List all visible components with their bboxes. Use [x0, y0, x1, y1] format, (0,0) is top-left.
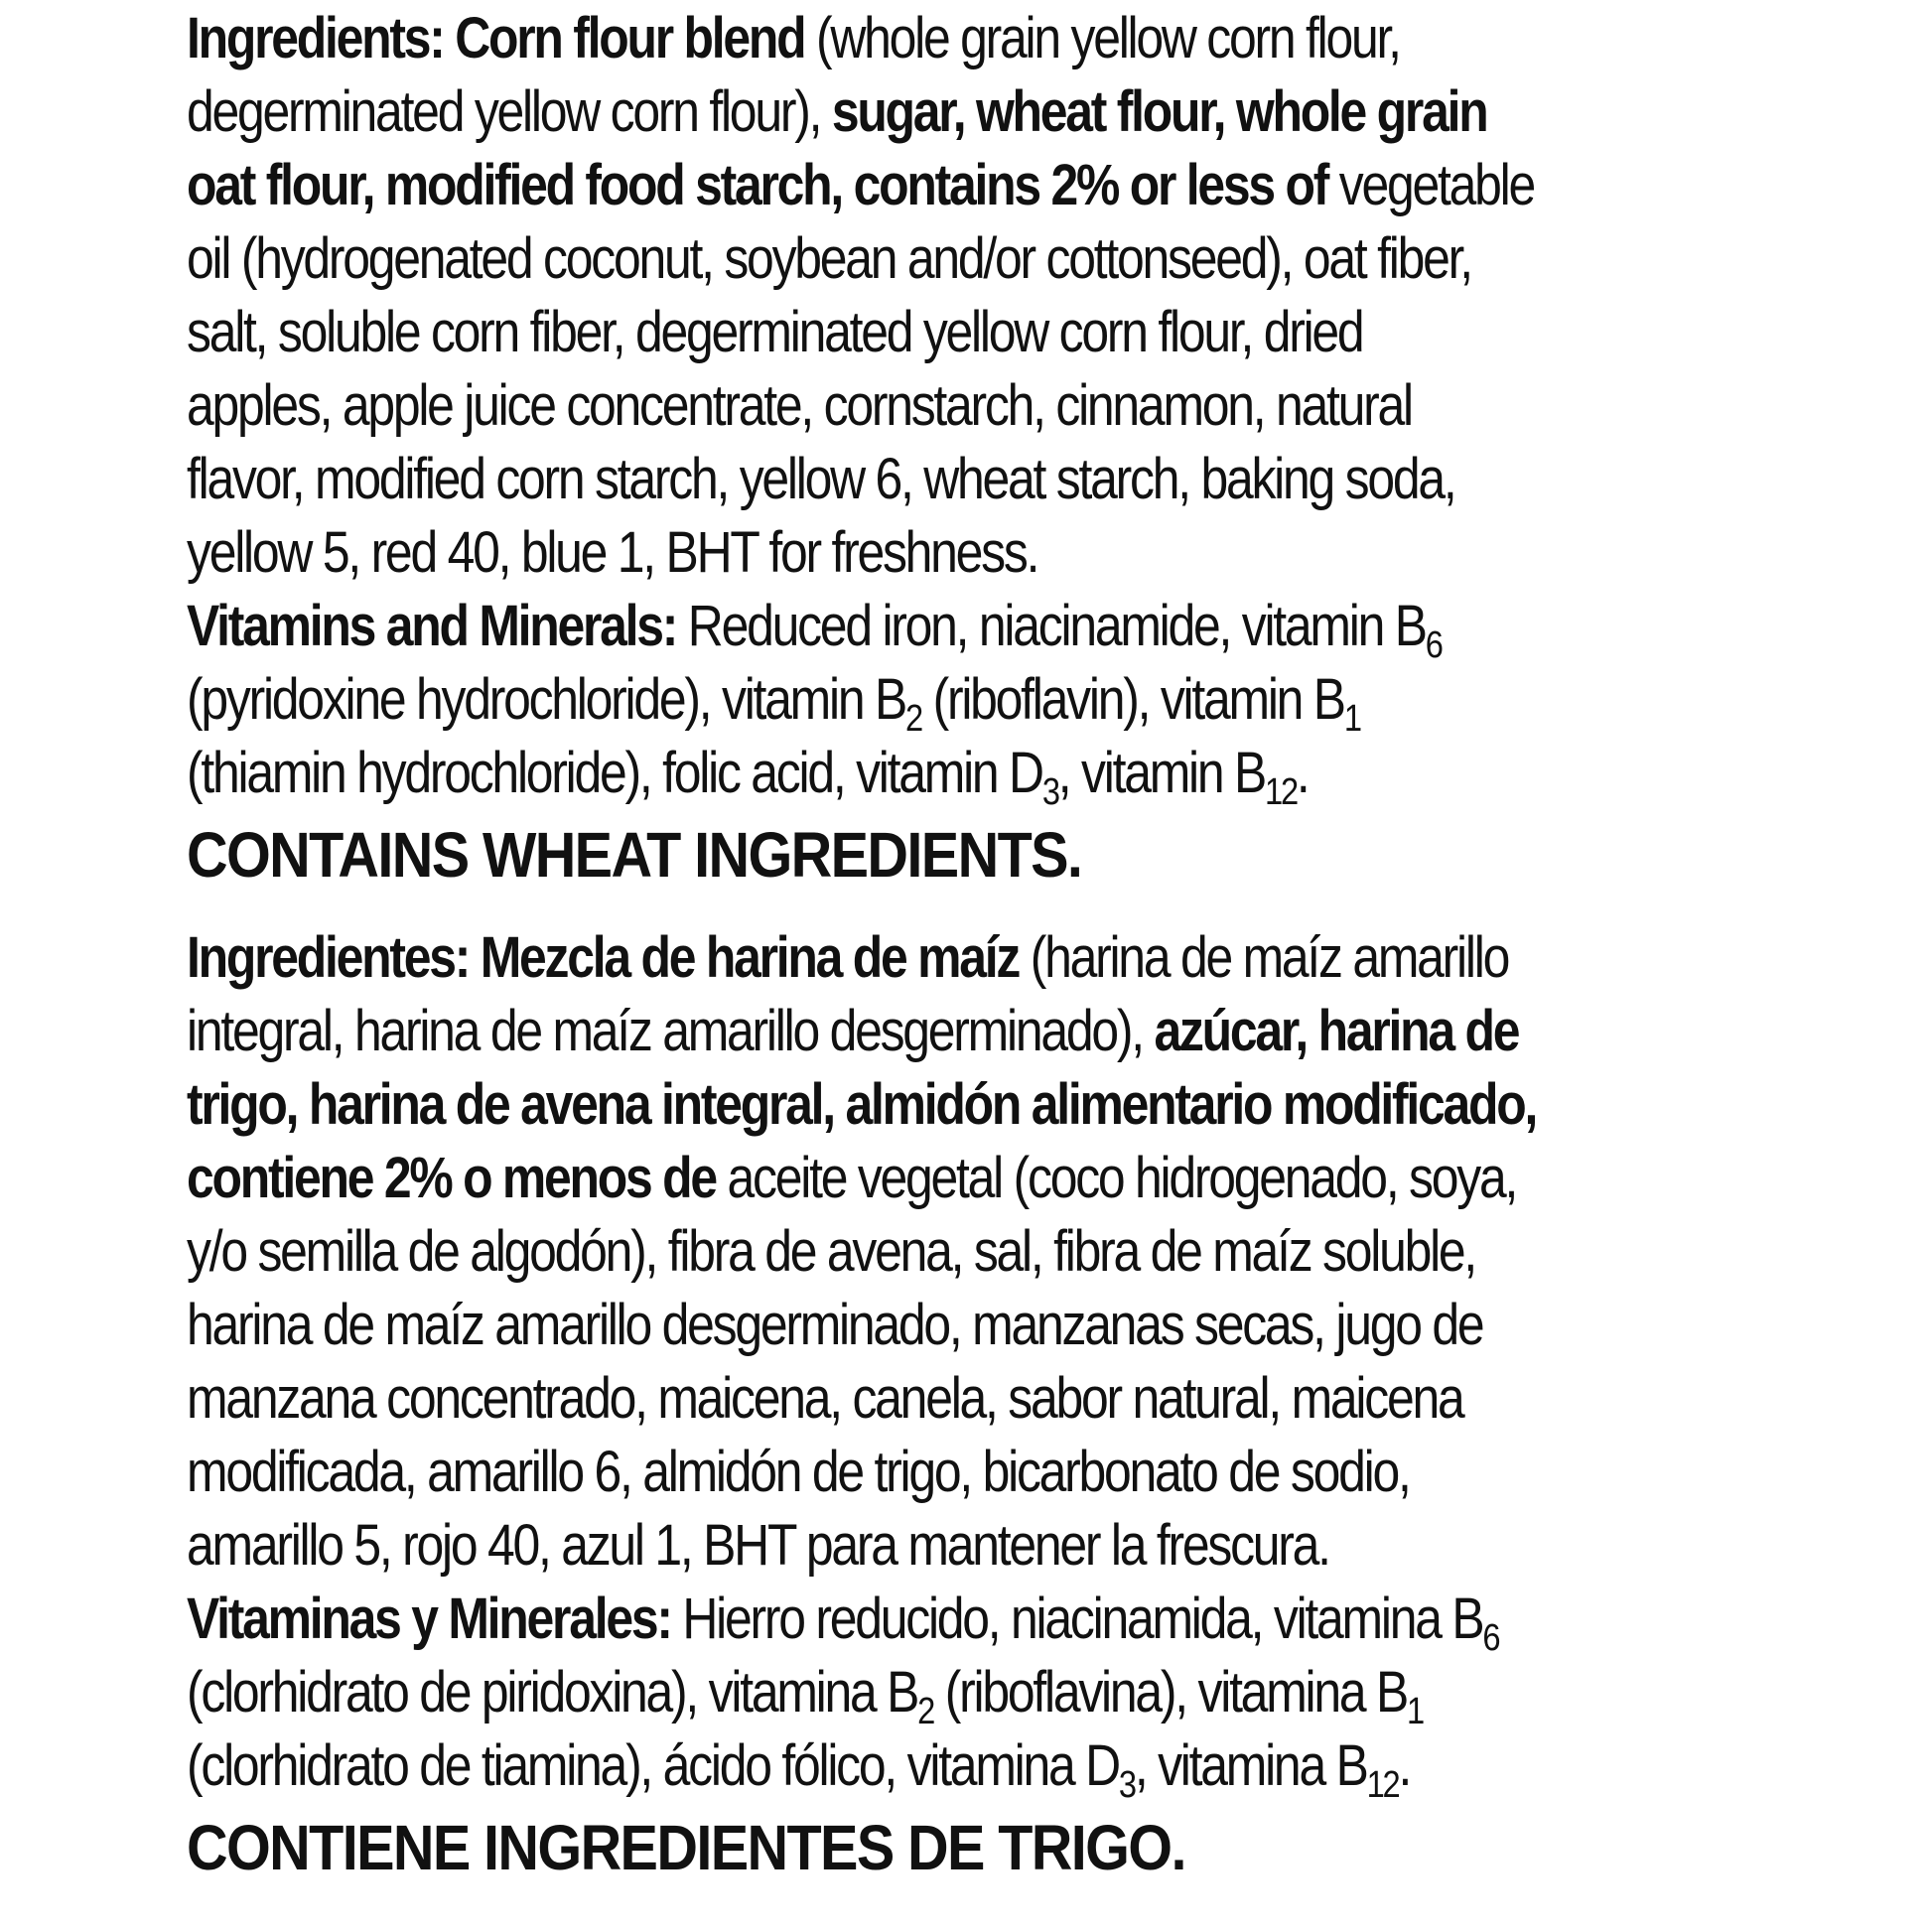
subscript: 1 [1343, 698, 1360, 740]
vitaminas-text: Hierro reducido, niacinamida, vitamina B [670, 1587, 1483, 1651]
ingredients-line: oil (hydrogenated coconut, soybean and/or cottonseed), oat fiber, [187, 226, 1471, 291]
ingredients-line: salt, soluble corn fiber, degerminated yellow corn flour, dried [187, 300, 1363, 364]
ingredientes-line [187, 995, 1553, 1068]
vitamins-line [187, 663, 1553, 740]
vitaminas-text: , vitamina B [1134, 1733, 1367, 1798]
ingredients-heading: Ingredients: Corn flour blend [187, 6, 805, 70]
subscript: 12 [1366, 1764, 1399, 1806]
ingredientes-heading: Ingredientes: Mezcla de harina de maíz [187, 925, 1020, 990]
ingredients-text: vegetable [1327, 153, 1534, 217]
ingredients-bold-text: sugar, wheat flour, whole grain [831, 79, 1487, 144]
vitamins-heading: Vitamins and Minerals: [187, 594, 677, 658]
ingredients-line [187, 149, 1553, 222]
vitaminas-line [187, 1656, 1553, 1732]
subscript: 1 [1407, 1691, 1423, 1732]
ingredientes-text: integral, harina de maíz amarillo desgerminado), [187, 999, 1155, 1063]
ingredient-label-panel [187, 2, 1775, 1888]
ingredientes-text: aceite vegetal (coco hidrogenado, soya, [715, 1146, 1517, 1210]
vitaminas-text: (clorhidrato de piridoxina), vitamina B [187, 1660, 918, 1725]
vitaminas-text: (clorhidrato de tiamina), ácido fólico, vitamina D [187, 1733, 1119, 1798]
spanish-vitamins [187, 1583, 1775, 1806]
ingredients-bold-text: oat flour, modified food starch, contains 2% or less of [187, 153, 1328, 217]
ingredients-text: degerminated yellow corn flour), [187, 79, 832, 144]
subscript: 2 [904, 698, 921, 740]
vitamins-text: . [1296, 741, 1309, 805]
subscript: 3 [1041, 771, 1058, 813]
spanish-ingredients [187, 921, 1775, 1583]
vitaminas-text: (riboflavina), vitamina B [933, 1660, 1408, 1725]
ingredientes-line: harina de maíz amarillo desgerminado, manzanas secas, jugo de [187, 1293, 1483, 1357]
vitamins-text: (thiamin hydrochloride), folic acid, vitamin D [187, 741, 1042, 805]
ingredientes-bold-text: azúcar, harina de [1154, 999, 1519, 1063]
ingredients-line [187, 2, 1553, 75]
vitamins-line [187, 737, 1553, 813]
ingredients-line [187, 75, 1553, 149]
subscript: 2 [917, 1691, 934, 1732]
ingredients-line: flavor, modified corn starch, yellow 6, wheat starch, baking soda, [187, 447, 1455, 511]
vitamins-text: Reduced iron, niacinamide, vitamin B [676, 594, 1426, 658]
ingredientes-line: manzana concentrado, maicena, canela, sabor natural, maicena [187, 1366, 1463, 1431]
ingredients-text: (whole grain yellow corn flour, [804, 6, 1400, 70]
ingredientes-bold-text: contiene 2% o menos de [187, 1146, 716, 1210]
ingredients-line: apples, apple juice concentrate, cornstarch, cinnamon, natural [187, 373, 1412, 438]
allergen-statement-en: CONTAINS WHEAT INGREDIENTS. [187, 819, 1082, 891]
vitamins-text: , vitamin B [1057, 741, 1266, 805]
vitaminas-line [187, 1729, 1553, 1806]
vitamins-text: (pyridoxine hydrochloride), vitamin B [187, 667, 905, 732]
allergen-statement-es: CONTIENE INGREDIENTES DE TRIGO. [187, 1812, 1185, 1883]
vitaminas-line [187, 1583, 1553, 1659]
subscript: 6 [1425, 624, 1442, 666]
section-spacer [187, 896, 1775, 921]
subscript: 12 [1265, 771, 1297, 813]
vitaminas-text: . [1398, 1733, 1411, 1798]
ingredientes-line [187, 921, 1553, 995]
vitamins-line [187, 590, 1553, 666]
subscript: 6 [1482, 1617, 1499, 1659]
ingredientes-line [187, 1142, 1553, 1215]
english-vitamins [187, 590, 1775, 813]
ingredientes-line: amarillo 5, rojo 40, azul 1, BHT para mantener la frescura. [187, 1513, 1329, 1578]
subscript: 3 [1118, 1764, 1135, 1806]
ingredientes-line: trigo, harina de avena integral, almidón alimentario modificado, [187, 1072, 1537, 1137]
ingredientes-line: y/o semilla de algodón), fibra de avena, sal, fibra de maíz soluble, [187, 1219, 1476, 1284]
ingredients-line: yellow 5, red 40, blue 1, BHT for freshness. [187, 520, 1038, 585]
ingredientes-text: (harina de maíz amarillo [1019, 925, 1509, 990]
english-ingredients [187, 2, 1775, 590]
ingredientes-line: modificada, amarillo 6, almidón de trigo, bicarbonato de sodio, [187, 1440, 1410, 1504]
vitaminas-heading: Vitaminas y Minerales: [187, 1587, 671, 1651]
vitamins-text: (riboflavin), vitamin B [920, 667, 1344, 732]
